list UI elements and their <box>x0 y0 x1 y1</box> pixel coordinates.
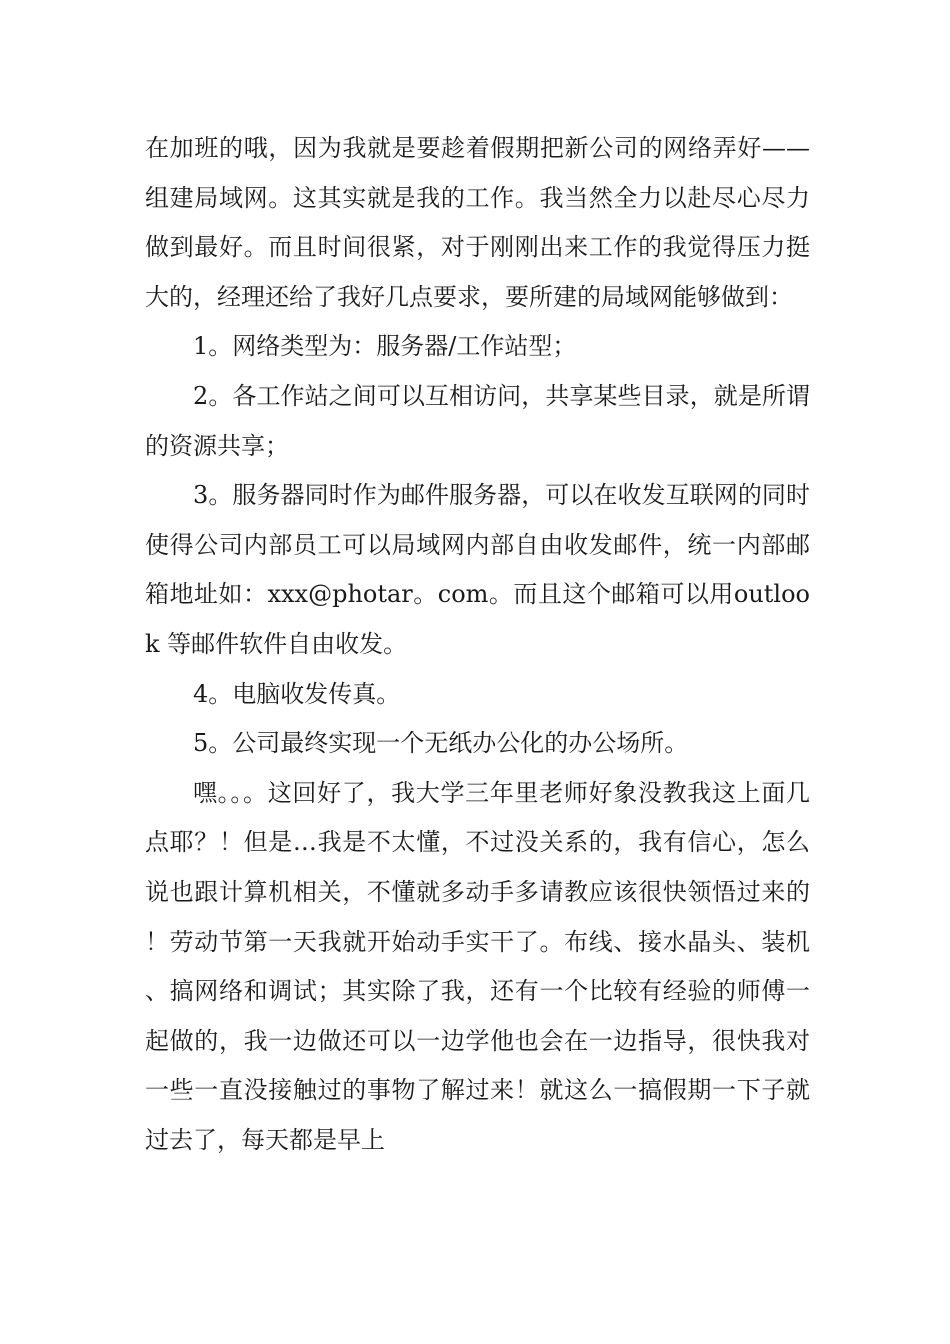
paragraph-intro: 在加班的哦，因为我就是要趁着假期把新公司的网络弄好——组建局域网。这其实就是我的工作。我当然全力以赴尽心尽力做到最好。而且时间很紧，对于刚刚出来工作的我觉得压力挺大的，经理还给了我好几点要求，要所建的局域网能够做到： <box>145 134 810 311</box>
paragraph-item-2: 2。各工作站之间可以互相访问，共享某些目录，就是所谓的资源共享； <box>145 381 810 460</box>
paragraph-item-5: 5。公司最终实现一个无纸办公化的办公场所。 <box>193 729 689 758</box>
paragraph-item-3: 3。服务器同时作为邮件服务器，可以在收发互联网的同时使得公司内部员工可以局域网内部自由收发邮件，统一内部邮箱地址如：xxx@photar。com。而且这个邮箱可以用outlook 等邮件软件自由收发。 <box>145 481 810 658</box>
paragraph-reflection: 嘿。。。这回好了，我大学三年里老师好象没教我这上面几点耶？！但是…我是不太懂，不过没关系的，我有信心，怎么说也跟计算机相关，不懂就多动手多请教应该很快领悟过来的！劳动节第一天我就开始动手实干了。布线、接水晶头、装机、搞网络和调试；其实除了我，还有一个比较有经验的师傅一起做的，我一边做还可以一边学他也会在一边指导，很快我对一些一直没接触过的事物了解过来！就这么一搞假期一下子就过去了，每天都是早上 <box>145 778 810 1154</box>
document-body <box>145 124 810 1165</box>
paragraph-item-1: 1。网络类型为：服务器/工作站型； <box>193 332 577 361</box>
paragraph-item-4: 4。电脑收发传真。 <box>193 679 401 708</box>
